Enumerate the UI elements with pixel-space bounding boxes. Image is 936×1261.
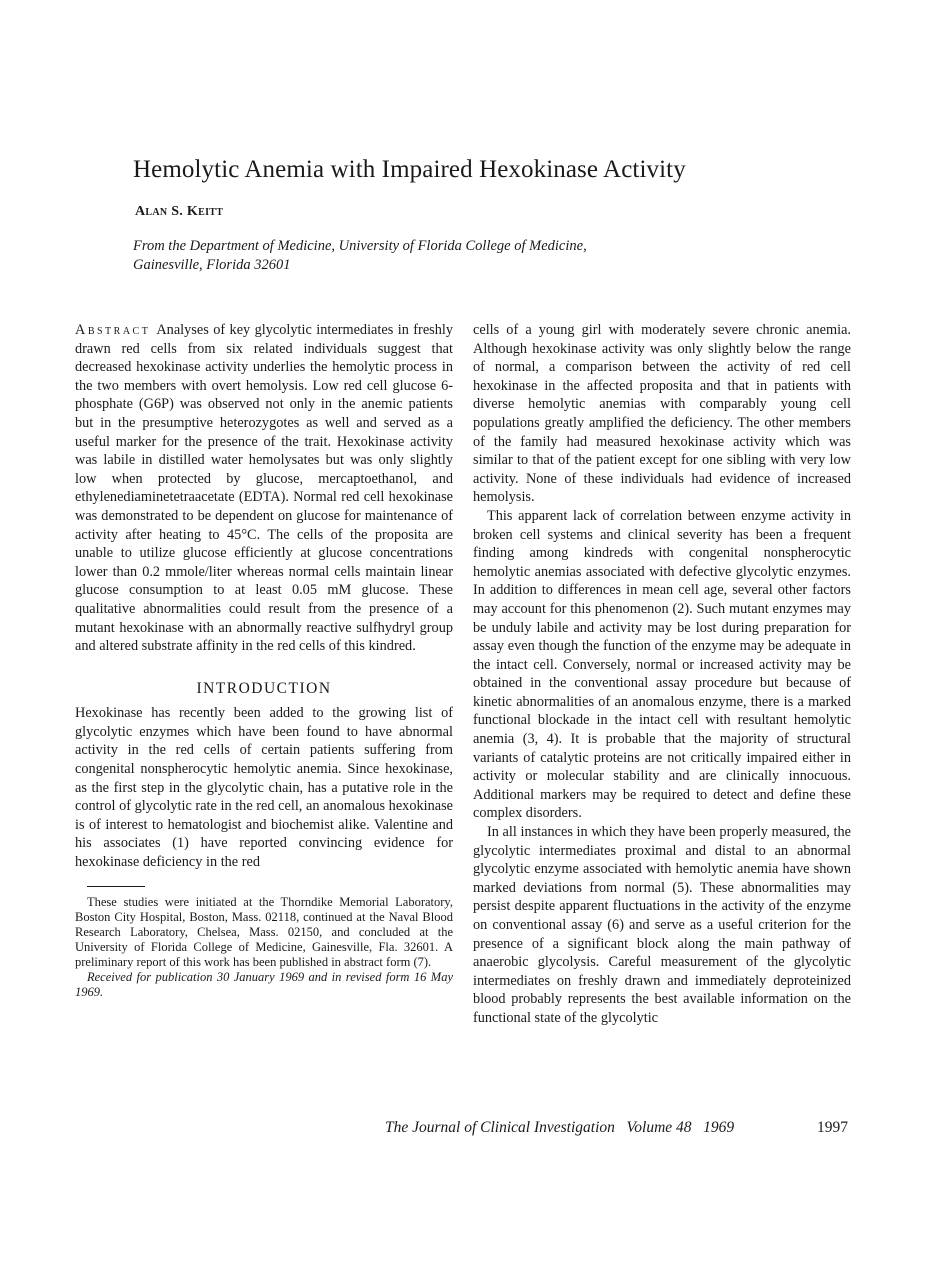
footer-journal: The Journal of Clinical Investigation: [385, 1119, 615, 1136]
affiliation-line-1: From the Department of Medicine, University of Florida College of Medicine,: [133, 238, 587, 254]
page-footer: [385, 1119, 848, 1137]
footnote-text: These studies were initiated at the Thorndike Memorial Laboratory, Boston City Hospital, Boston, Mass. 02118, continued at the Naval Blood Research Laboratory, Chelsea, Mass. 02150, and concluded at the University of Florida College of Medicine, Gainesville, Fla. 32601. A preliminary report of this work has been published in abstract form (7).: [75, 894, 453, 969]
abstract-paragraph: [75, 321, 453, 656]
author-name: Alan S. Keitt: [135, 204, 224, 219]
introduction-paragraph-1: Hexokinase has recently been added to the growing list of glycolytic enzymes which have been found to have abnormal activity in the red cells of certain patients suffering from congenital nonspherocytic hemolytic anemia. Since hexokinase, as the first step in the glycolytic chain, has a putative role in the control of glycolytic rate in the red cell, an anomalous hexokinase is of interest to hematologist and biochemist alike. Valentine and his associates (1) have reported convincing evidence for hexokinase deficiency in the red: [75, 705, 453, 871]
footnote-received: Received for publication 30 January 1969 and in revised form 16 May 1969.: [75, 969, 453, 999]
right-paragraph-1: cells of a young girl with moderately severe chronic anemia. Although hexokinase activity was only slightly below the range of normal, a comparison between the activity of red cell hexokinase in the affected proposita and that in patients with diverse hemolytic anemias with comparably young cell populations greatly amplified the deficiency. The other members of the family had measured hexokinase activity which was similar to that of the patient except for one sibling with very low activity. None of these individuals had evidence of increased hemolysis.: [473, 322, 851, 506]
affiliation: [133, 237, 587, 275]
footer-year: 1969: [703, 1119, 735, 1136]
right-paragraph-2: This apparent lack of correlation between enzyme activity in broken cell systems and clinical severity has been a frequent finding among kindreds with congenital nonspherocytic hemolytic anemias associated with defective glycolytic enzymes. In addition to differences in mean cell age, several other factors may account for this phenomenon (2). Such mutant enzymes may be unduly labile and activity may be lost during preparation for assay even though the function of the enzyme may be adequate in the intact cell. Conversely, normal or increased activity may be obtained in the conventional assay procedure but because of kinetic abnormalities of an anomalous enzyme, there is a marked functional blockade in the intact cell with resultant hemolytic anemia (3, 4). It is probable that the majority of structural variants of catalytic proteins are not critically impaired either in activity or molecular stability and are clinically innocuous. Additional markers may be required to detect and define these complex disorders.: [473, 507, 851, 822]
affiliation-line-2: Gainesville, Florida 32601: [133, 257, 291, 273]
footer-page-number: 1997: [817, 1119, 848, 1136]
introduction-heading: INTRODUCTION: [196, 679, 332, 697]
left-column: [75, 321, 453, 1000]
article-title: Hemolytic Anemia with Impaired Hexokinase Activity: [133, 156, 686, 183]
abstract-text: Analyses of key glycolytic intermediates in freshly drawn red cells from six related individuals suggest that decreased hexokinase activity underlies the hemolytic process in the two members with overt hemolysis. Low red cell glucose 6-phosphate (G6P) was observed not only in the anemic patients but in the presumptive heterozygotes as well and served as a useful marker for the presence of the trait. Hexokinase activity was labile in distilled water hemolysates but was only slightly low when protected by glucose, mercaptoethanol, and ethylenediaminetetraacetate (EDTA). Normal red cell hexokinase was demonstrated to be dependent on glucose for maintenance of activity after heating to 45°C. The cells of the proposita are unable to utilize glucose efficiently at glucose concentrations lower than 0.2 mmole/liter whereas normal cells maintain linear glucose consumption to at least 0.05 mM glucose. These qualitative abnormalities could result from the presence of a mutant hexokinase with an abnormally reactive sulfhydryl group and altered substrate affinity in the red cells of this kindred.: [75, 322, 453, 655]
right-paragraph-3: In all instances in which they have been properly measured, the glycolytic intermediates proximal and distal to an abnormal glycolytic enzyme associated with hemolytic anemia have shown marked deviations from normal (5). These abnormalities may persist despite apparent fluctuations in the activity of the enzyme on conventional assay (6) and serve as a useful criterion for the presence of a significant block along the main pathway of anaerobic glycolysis. Careful measurement of the glycolytic intermediates on freshly drawn and immediately deproteinized blood probably represents the best available information on the functional state of the glycolytic: [473, 824, 851, 1026]
right-column: [473, 321, 851, 1028]
footnote-divider: [87, 886, 145, 887]
footer-volume: Volume 48: [626, 1119, 692, 1136]
footnote: [75, 895, 453, 1000]
abstract-label: Abstract: [75, 322, 151, 338]
